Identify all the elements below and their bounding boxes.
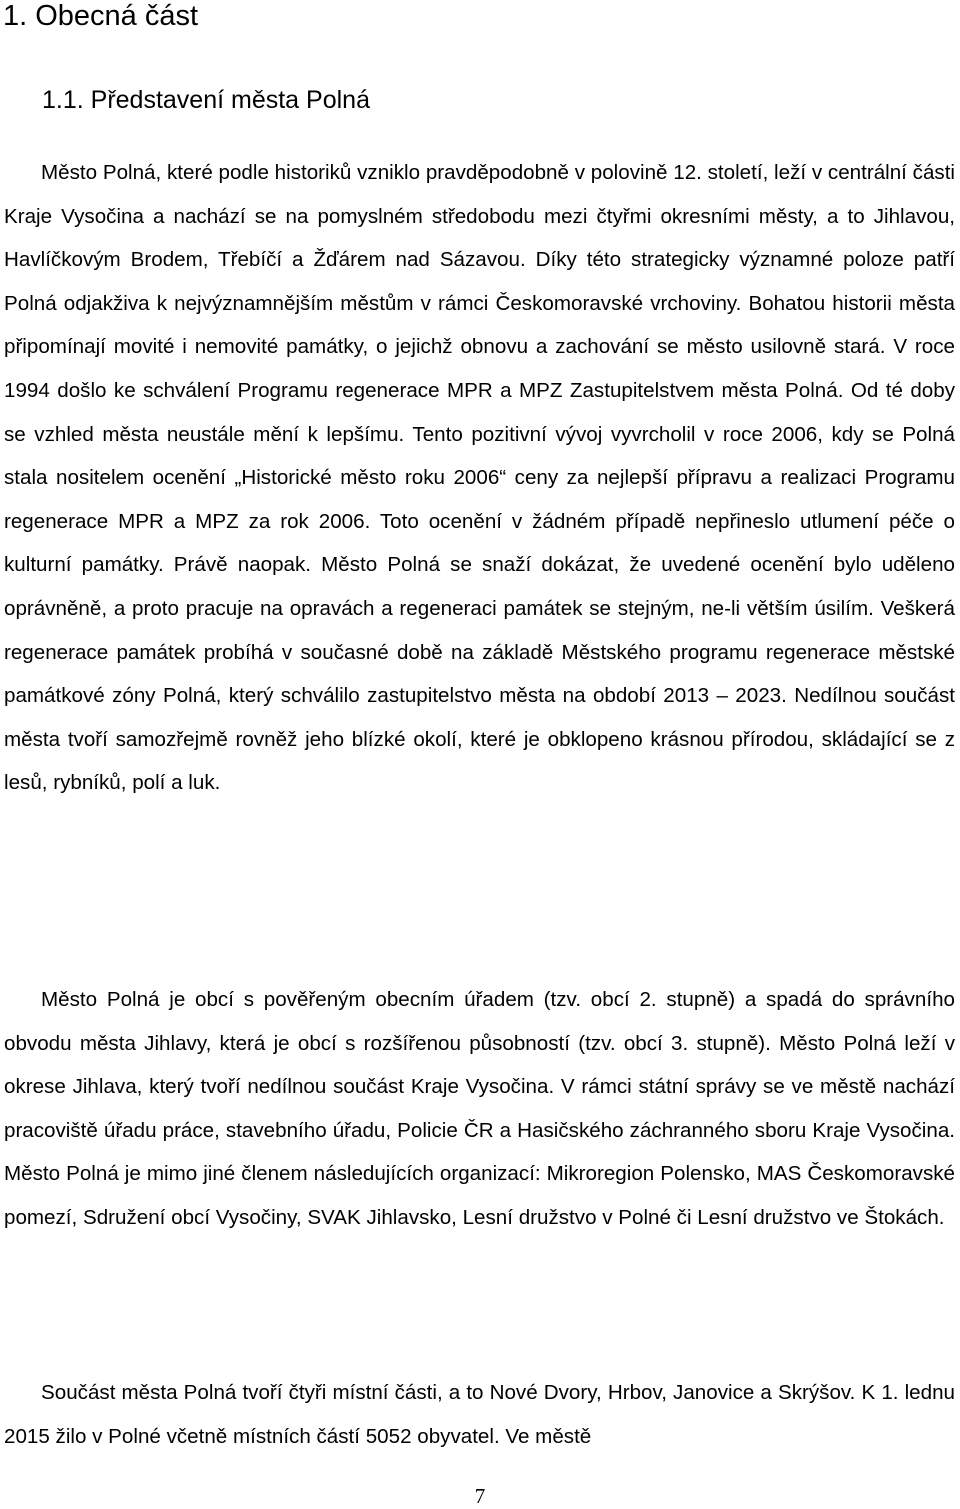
chapter-heading: 1. Obecná část xyxy=(3,0,199,32)
page-number: 7 xyxy=(474,1484,486,1508)
section-heading: 1.1. Představení města Polná xyxy=(42,86,370,114)
paragraph-local-parts: Součást města Polná tvoří čtyři místní části, a to Nové Dvory, Hrbov, Janovice a Skrýšov. K 1. lednu 2015 žilo v Polné včetně místních částí 5052 obyvatel. Ve městě xyxy=(4,1381,955,1448)
paragraph-intro: Město Polná, které podle historiků vzniklo pravděpodobně v polovině 12. století, leží v centrální části Kraje Vysočina a nachází se na pomyslném středobodu mezi čtyřmi okresními městy, a to Jihlavou, Havlíčkovým Brodem, Třebíčí a Žďárem nad Sázavou. Díky této strategicky významné poloze patří Polná odjakživa k nejvýznamnějším městům v rámci Českomoravské vrchoviny. Bohatou historii města připomínají movité i nemovité památky, o jejichž obnovu a zachování se město usilovně stará. V roce 1994 došlo ke schválení Programu regenerace MPR a MPZ Zastupitelstvem města Polná. Od té doby se vzhled města neustále mění k lepšímu. Tento pozitivní vývoj vyvrcholil v roce 2006, kdy se Polná stala nositelem ocenění „Historické město roku 2006“ ceny za nejlepší přípravu a realizaci Programu regenerace MPR a MPZ za rok 2006. Toto ocenění v žádném případě nepřineslo utlumení péče o kulturní památky. Právě naopak. Město Polná se snaží dokázat, že uvedené ocenění bylo uděleno oprávněně, a proto pracuje na opravách a regeneraci památek se stejným, ne-li větším úsilím. Veškerá regenerace památek probíhá v současné době na základě Městského programu regenerace městské památkové zóny Polná, který schválilo zastupitelstvo města na období 2013 – 2023. Nedílnou součást města tvoří samozřejmě rovněž jeho blízké okolí, které je obklopeno krásnou přírodou, skládající se z lesů, rybníků, polí a luk. xyxy=(4,161,955,795)
paragraph-administration: Město Polná je obcí s pověřeným obecním úřadem (tzv. obcí 2. stupně) a spadá do správního obvodu města Jihlavy, která je obcí s rozšířenou působností (tzv. obcí 3. stupně). Město Polná leží v okrese Jihlava, který tvoří nedílnou součást Kraje Vysočina. V rámci státní správy se ve městě nachází pracoviště úřadu práce, stavebního úřadu, Policie ČR a Hasičského záchranného sboru Kraje Vysočina. Město Polná je mimo jiné členem následujících organizací: Mikroregion Polensko, MAS Českomoravské pomezí, Sdružení obcí Vysočiny, SVAK Jihlavsko, Lesní družstvo v Polné či Lesní družstvo ve Štokách. xyxy=(4,988,955,1229)
